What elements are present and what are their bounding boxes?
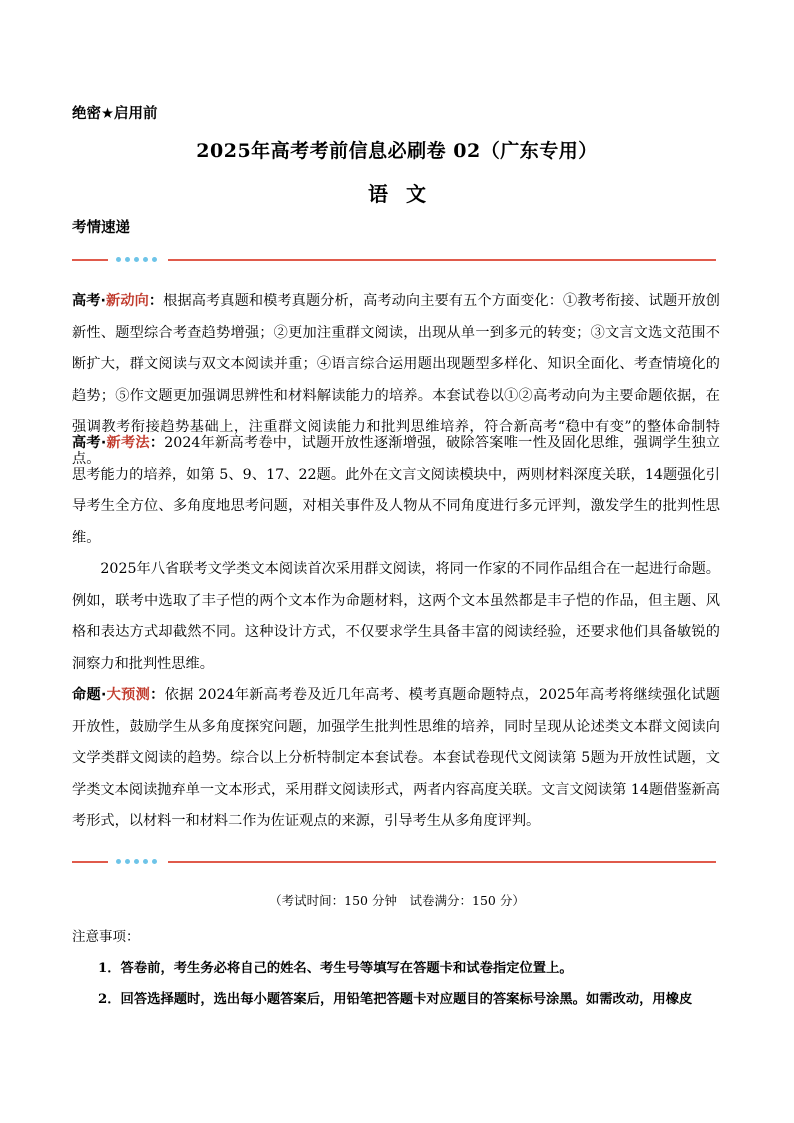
bottom-divider <box>72 856 716 868</box>
notes-heading: 注意事项： <box>72 929 140 945</box>
label-prefix: 命题· <box>72 687 107 703</box>
dotted-divider-icon <box>116 858 157 866</box>
paragraph-text: 依据 2024年新高考卷及近几年高考、模考真题命题特点，2025年高考将继续强化试题开放性，鼓励学生从多角度探究问题，加强学生批判性思维的培养，同时呈现从论述类文本群文阅读向文学类群文阅读的趋势。综合以上分析特制定本套试卷。本套试卷现代文阅读第 5题为开放性试题，文学类文本阅读抛弃单一文本形式，采用群文阅读形式，两者内容高度关联。文言文阅读第 14题借鉴新高考形式，以材料一和材料二作为佐证观点的来源，引导考生从多角度评判。 <box>72 687 720 829</box>
label-highlight: 大预测 <box>106 687 151 703</box>
page-title: 2025年高考考前信息必刷卷 02（广东专用） <box>196 140 598 162</box>
paragraph-text: 2024年新高考卷中，试题开放性逐渐增强，破除答案唯一性及固化思维，强调学生独立思考能力的培养，如第 5、9、17、22题。此外在文言文阅读模块中，两则材料深度关联，14题强化引导考生全方位、多角度地思考问题，对相关事件及人物从不同角度进行多元评判，激发学生的批判性思维。 <box>72 435 720 546</box>
label-highlight: 新动向 <box>105 293 149 309</box>
label-colon: ： <box>148 293 164 309</box>
paragraph-new-method <box>72 428 720 554</box>
top-divider <box>72 254 716 266</box>
paragraph-joint-exam: 2025年八省联考文学类文本阅读首次采用群文阅读，将同一作家的不同作品组合在一起进行命题。例如，联考中选取了丰子恺的两个文本作为命题材料，这两个文本虽然都是丰子恺的作品，但主题、风格和表达方式却截然不同。这种设计方式，不仅要求学生具备丰富的阅读经验，还要求他们具备敏锐的洞察力和批判性思维。 <box>72 561 720 672</box>
label-prefix: 高考· <box>72 293 106 309</box>
paragraph-text: 根据高考真题和模考真题分析，高考动向主要有五个方面变化：①教考衔接、试题开放创新性、题型综合考查趋势增强；②更加注重群文阅读，出现从单一到多元的转变；③文言文选文范围不断扩大，群文阅读与双文本阅读并重；④语言综合运用题出现题型多样化、知识全面化、考查情境化的趋势；⑤作文题更加强调思辨性和材料解读能力的培养。本套试卷以①②高考动向为主要命题依据，在强调教考衔接趋势基础上，注重群文阅读能力和批判思维培养，符合新高考“稳中有变”的整体命制特点。 <box>72 293 720 467</box>
label-colon: ： <box>149 435 165 451</box>
subject-title: 语文 <box>368 182 444 206</box>
label-highlight: 新考法 <box>106 435 150 451</box>
label-prefix: 高考· <box>72 435 107 451</box>
label-colon: ： <box>150 687 165 703</box>
dotted-divider-icon <box>116 256 157 264</box>
paragraph-prediction <box>72 680 720 838</box>
note-item: 1．答卷前，考生务必将自己的姓名、考生号等填写在答题卡和试卷指定位置上。 <box>98 961 573 976</box>
secret-label: 绝密★启用前 <box>72 106 158 122</box>
section-heading: 考情速递 <box>72 220 130 236</box>
note-item: 2．回答选择题时，选出每小题答案后，用铅笔把答题卡对应题目的答案标号涂黑。如需改动，用橡皮 <box>98 992 693 1007</box>
exam-time-info: （考试时间：150 分钟 试卷满分：150 分） <box>269 893 525 908</box>
